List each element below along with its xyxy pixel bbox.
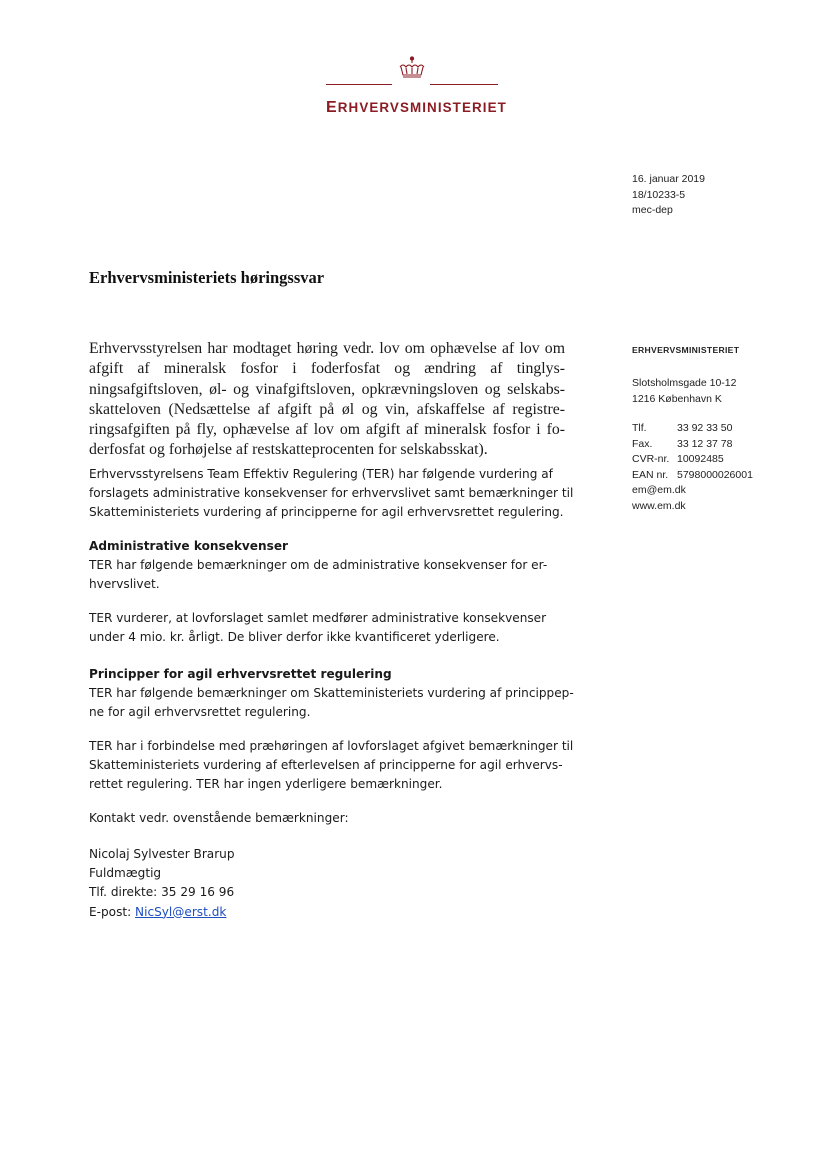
crown-icon xyxy=(397,56,427,82)
paragraph-line: ne for agil erhvervsrettet regulering. xyxy=(89,705,311,720)
page-title: Erhvervsministeriets høringssvar xyxy=(89,268,325,287)
paragraph-line: rettet regulering. TER har ingen yderligere bemærkninger. xyxy=(89,777,443,792)
sidebar-org-name: ERHVERVSMINISTERIET xyxy=(632,345,740,355)
sender-sidebar xyxy=(632,345,753,514)
intro-line: afgift af mineralsk fosfor i foderfosfat og ændring af tinglys- xyxy=(89,360,565,378)
intro-line: ningsafgiftsloven, øl- og vinafgiftsloven, opkrævningsloven og selskabs- xyxy=(89,380,565,398)
document-date: 16. januar 2019 xyxy=(632,173,705,185)
paragraph-line: under 4 mio. kr. årligt. De bliver derfor ikke kvantificeret yderligere. xyxy=(89,630,500,645)
contact-email-link[interactable]: NicSyl@erst.dk xyxy=(135,904,227,919)
paragraph-line: Erhvervsstyrelsens Team Effektiv Regulering (TER) har følgende vurdering af xyxy=(89,467,553,481)
contact-role: Fuldmægtig xyxy=(89,866,162,881)
paragraph-line: hvervslivet. xyxy=(89,577,160,592)
paragraph-line: TER har følgende bemærkninger om Skatteministeriets vurdering af princippер- xyxy=(89,686,574,701)
contact-name: Nicolaj Sylvester Brarup xyxy=(89,847,235,861)
document-reference: 18/10233-5 xyxy=(632,188,686,201)
admin-assessment xyxy=(89,609,569,647)
intro-line: ringsafgiften på fly, ophævelse af lov om afgift af mineralsk fosfor i fo- xyxy=(89,421,565,439)
intro-line: Erhvervsstyrelsen har modtaget høring vedr. lov om ophævelse af lov om xyxy=(89,340,565,357)
intro-line: skatteloven (Nedsættelse af afgift på øl og vin, afskaffelse af registre- xyxy=(89,400,565,418)
contact-intro xyxy=(89,809,569,828)
admin-section xyxy=(89,537,569,595)
ter-intro-paragraph xyxy=(89,465,574,523)
intro-line: derfosfat og forhøjelse af restskatteprocenten for selskabsskat). xyxy=(89,441,488,459)
contact-email-line: E-post: NicSyl@erst.dk xyxy=(89,904,227,919)
paragraph-line: TER har følgende bemærkninger om de administrative konsekvenser for er- xyxy=(89,558,548,573)
logo-wordmark: ERHVERVSMINISTERIET xyxy=(326,99,507,116)
contact-phone-direct: Tlf. direkte: 35 29 16 96 xyxy=(89,885,235,900)
section-heading: Administrative konsekvenser xyxy=(89,539,288,553)
contact-fax: Fax. 33 12 37 78 xyxy=(632,437,733,450)
paragraph-line: Skatteministeriets vurdering af efterlevelsen af principperne for agil erhvervs- xyxy=(89,758,563,773)
document-initials: mec-dep xyxy=(632,204,673,216)
sidebar-address xyxy=(632,375,753,407)
address-street: Slotsholmsgade 10-12 xyxy=(632,377,737,389)
contact-cvr: CVR-nr. 10092485 xyxy=(632,453,724,465)
logo-rule-left xyxy=(326,84,392,85)
section-heading: Principper for agil erhvervsrettet regulering xyxy=(89,667,392,681)
principles-remarks xyxy=(89,737,574,795)
paragraph-line: TER har i forbindelse med præhøringen af lovforslaget afgivet bemærkninger til xyxy=(89,739,574,753)
contact-phone: Tlf. 33 92 33 50 xyxy=(632,422,733,434)
intro-paragraph xyxy=(89,339,565,461)
contact-email[interactable]: em@em.dk xyxy=(632,484,686,496)
logo-rule-right xyxy=(430,84,498,85)
paragraph-line: TER vurderer, at lovforslaget samlet medfører administrative konsekvenser xyxy=(89,611,547,625)
address-city: 1216 København K xyxy=(632,393,722,405)
principles-section xyxy=(89,665,574,723)
sidebar-contacts xyxy=(632,421,753,514)
paragraph-line: forslagets administrative konsekvenser for erhvervslivet samt bemærkninger til xyxy=(89,486,574,501)
contact-ean: EAN nr. 5798000026001 xyxy=(632,468,753,481)
contact-website[interactable]: www.em.dk xyxy=(632,499,686,512)
paragraph-line: Kontakt vedr. ovenstående bemærkninger: xyxy=(89,811,349,825)
document-meta xyxy=(632,172,705,219)
paragraph-line: Skatteministeriets vurdering af principperne for agil erhvervsrettet regulering. xyxy=(89,505,564,520)
ministry-logo xyxy=(326,56,507,116)
contact-signature xyxy=(89,845,569,922)
